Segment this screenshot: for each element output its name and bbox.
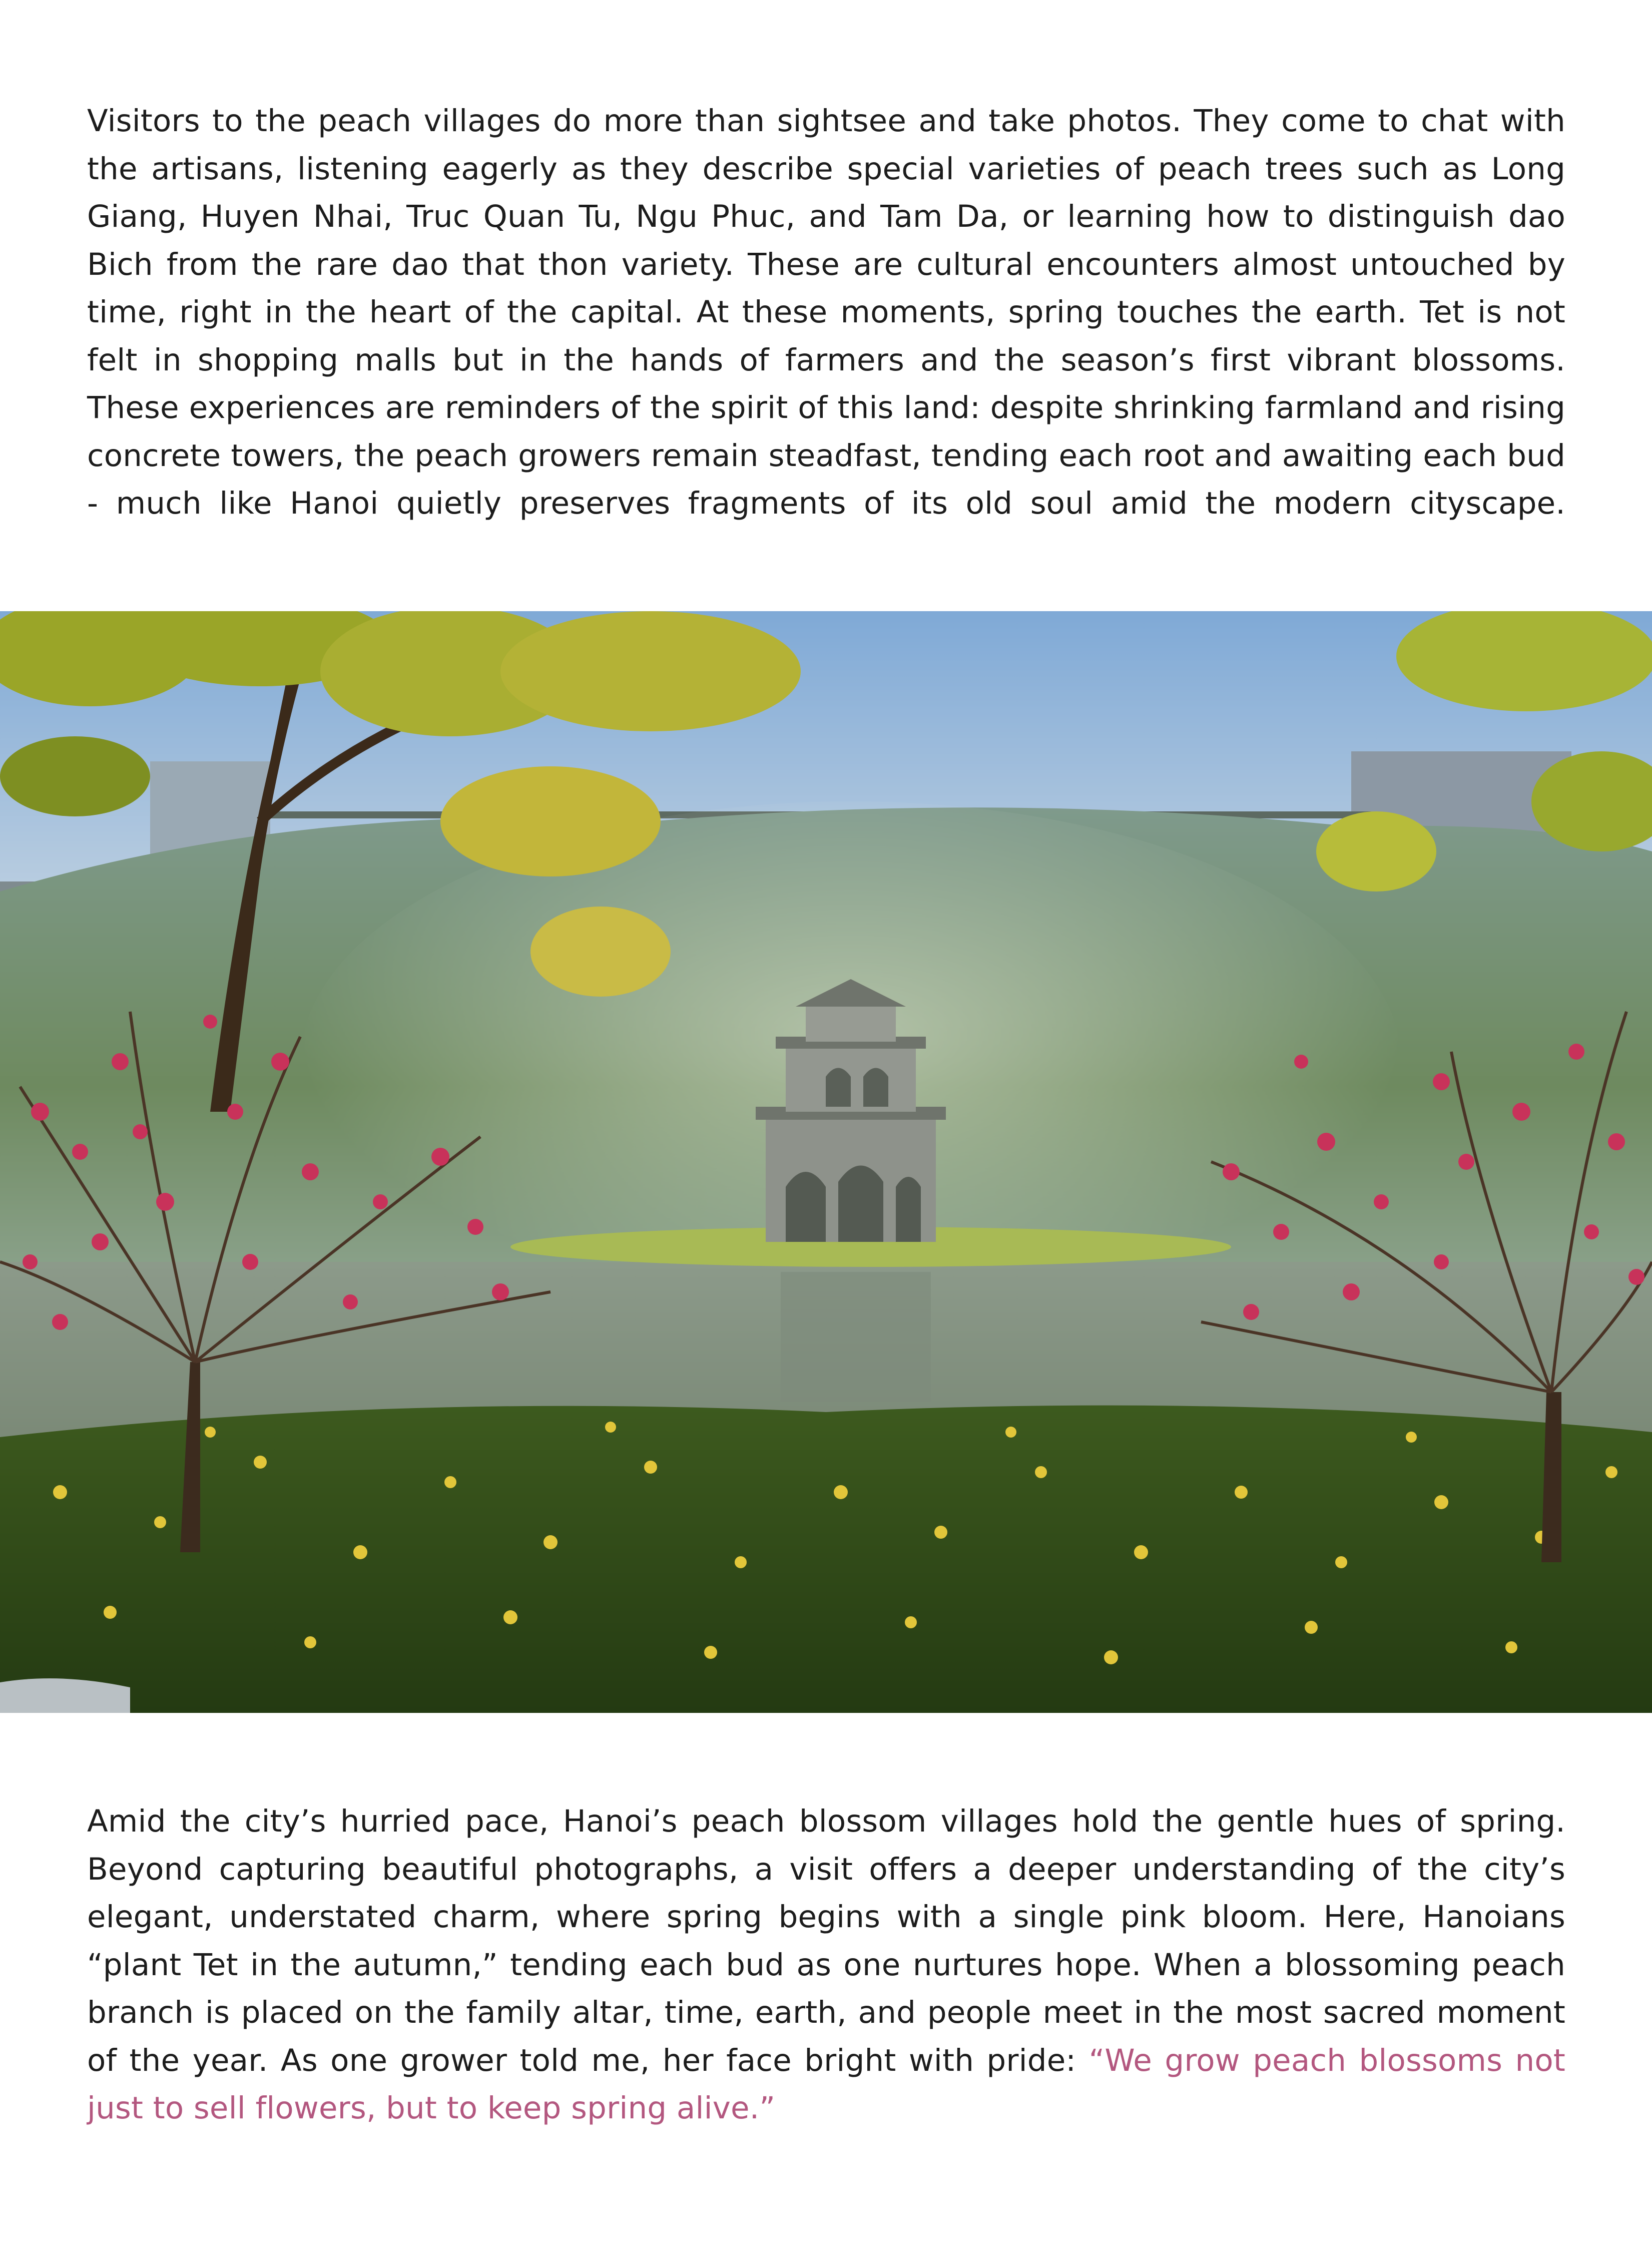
lake-tower-peach-blossom-photo bbox=[0, 611, 1652, 1713]
paragraph-body: Amid the city’s hurried pace, Hanoi’s peach blossom villages hold the gentle hues of spring. Beyond capturing beautiful photographs, a visit offers a deeper understanding of the city’s elegant, understated charm, where spring begins with a single pink bloom. Here, Hanoians “plant Tet in the autumn,” tending each bud as one nurtures hope. When a blossoming peach branch is placed on the family altar, time, earth, and people meet in the most sacred moment of the year. As one grower told me, her face bright with pride: bbox=[87, 1803, 1565, 2078]
grower-quote: “We grow peach blossoms not just to sell flowers, but to keep spring alive.” bbox=[87, 2042, 1565, 2126]
tower-reflection bbox=[781, 1272, 931, 1402]
article-paragraph-top: Visitors to the peach villages do more than sightsee and take photos. They come to chat with the artisans, listening eagerly as they describe special varieties of peach trees such as Long Giang, Huyen Nhai, Truc Quan Tu, Ngu Phuc, and Tam Da, or learning how to distinguish dao Bich from the rare dao that thon variety. These are cultural encounters almost untouched by time, right in the heart of the capital. At these moments, spring touches the earth. Tet is not felt in shopping malls but in the hands of farmers and the season’s first vibrant blossoms. These experiences are reminders of the spirit of this land: despite shrinking farmland and rising concrete towers, the peach growers remain steadfast, tending each root and awaiting each bud - much like Hanoi quietly preserves fragments of its old soul amid the modern cityscape. bbox=[87, 103, 1565, 521]
article-paragraph-bottom bbox=[87, 1797, 1565, 2132]
flower-bed bbox=[0, 1406, 1652, 1713]
